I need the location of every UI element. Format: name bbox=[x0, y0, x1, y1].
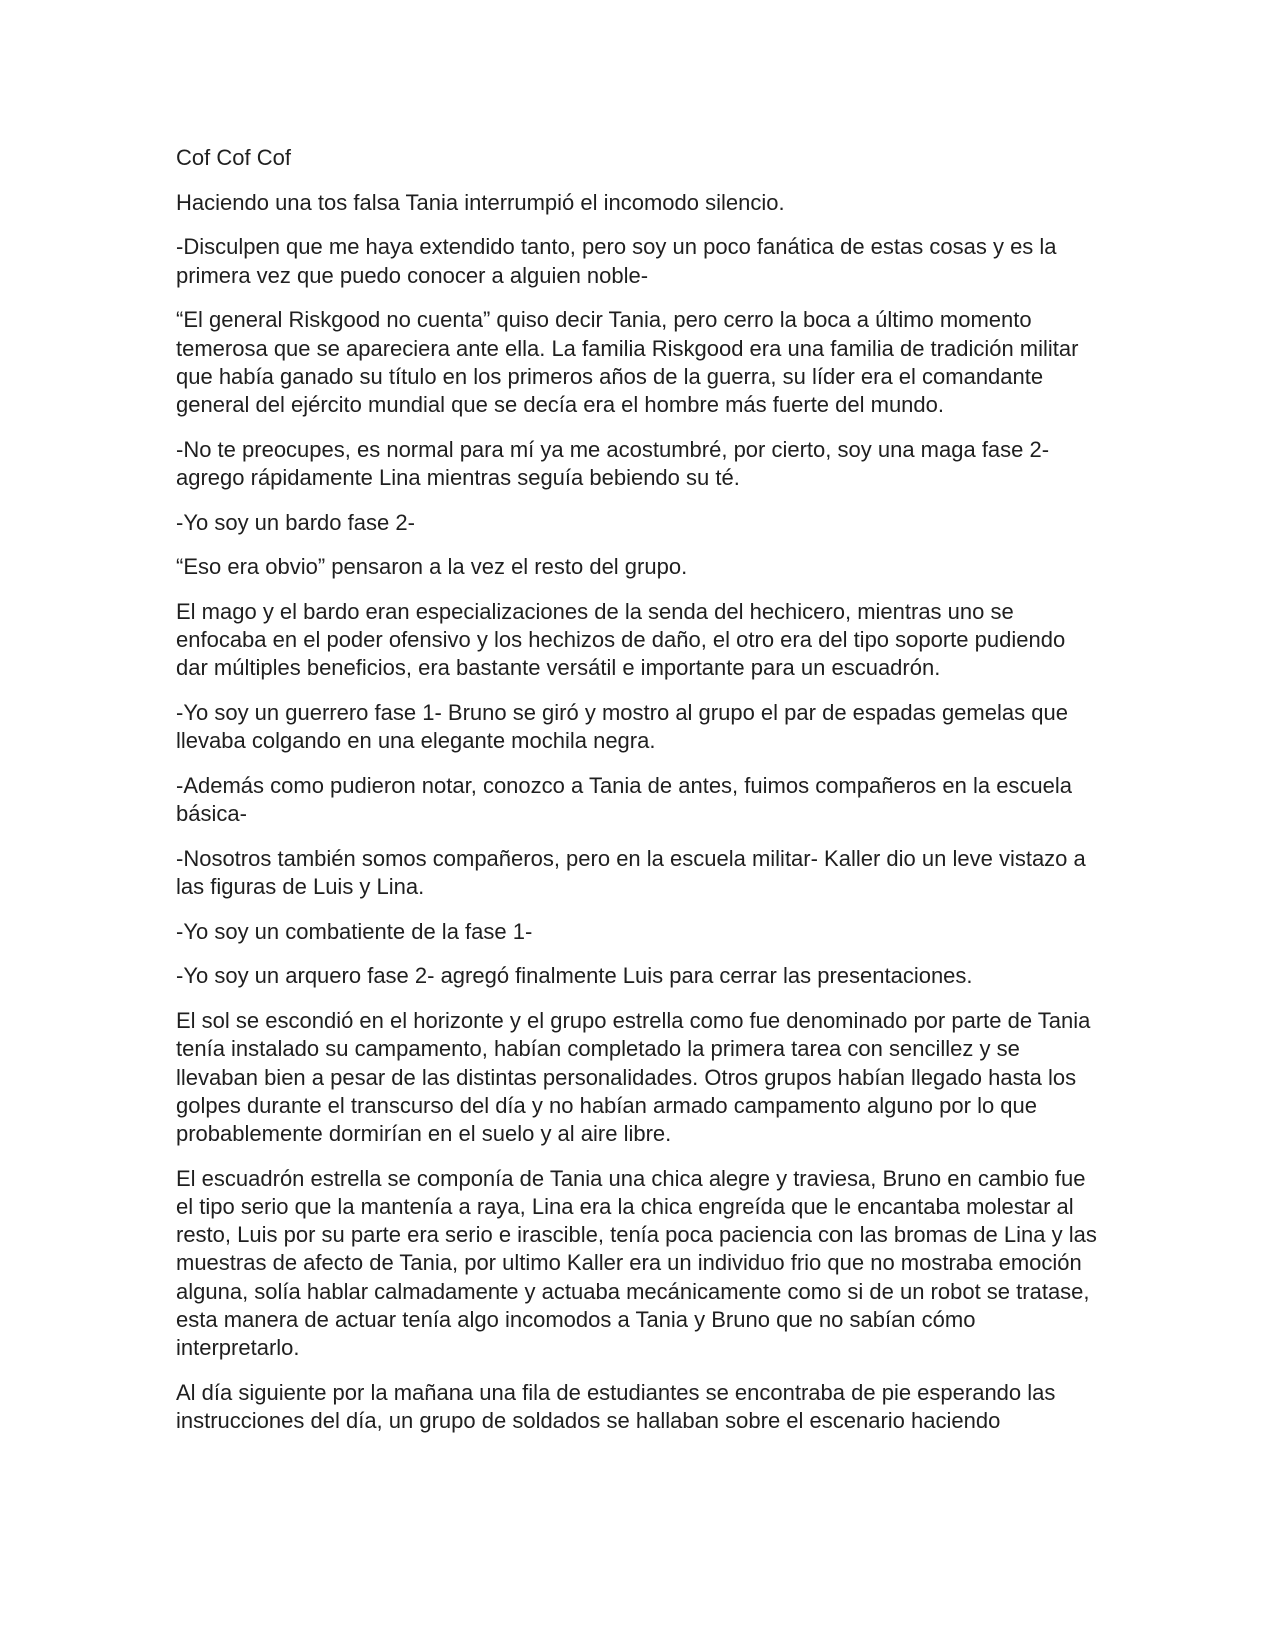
paragraph: -Yo soy un guerrero fase 1- Bruno se giró y mostro al grupo el par de espadas gemelas que llevaba colgando en una elegante mochila negra. bbox=[176, 700, 1068, 754]
paragraph: -No te preocupes, es normal para mí ya me acostumbré, por cierto, soy una maga fase 2- agrego rápidamente Lina mientras seguía bebiendo su té. bbox=[176, 436, 1050, 490]
paragraph: -Nosotros también somos compañeros, pero en la escuela militar- Kaller dio un leve vistazo a las figuras de Luis y Lina. bbox=[176, 845, 1086, 900]
paragraph: Haciendo una tos falsa Tania interrumpió el incomodo silencio. bbox=[176, 189, 785, 215]
document-body bbox=[176, 144, 1098, 1452]
paragraph: Cof Cof Cof bbox=[176, 145, 291, 170]
paragraph: “Eso era obvio” pensaron a la vez el resto del grupo. bbox=[176, 554, 688, 580]
paragraph: -Además como pudieron notar, conozco a Tania de antes, fuimos compañeros en la escuela básica- bbox=[176, 772, 1073, 827]
paragraph: Al día siguiente por la mañana una fila de estudiantes se encontraba de pie esperando las instrucciones del día, un grupo de soldados se hallaban sobre el escenario haciendo bbox=[176, 1379, 1056, 1433]
paragraph: -Yo soy un combatiente de la fase 1- bbox=[176, 918, 533, 944]
paragraph: “El general Riskgood no cuenta” quiso decir Tania, pero cerro la boca a último momento temerosa que se apareciera ante ella. La familia Riskgood era una familia de tradición militar que había ganado su título en los primeros años de la guerra, su líder era el comandante general del ejército mundial que se decía era el hombre más fuerte del mundo. bbox=[176, 307, 1079, 417]
paragraph: -Disculpen que me haya extendido tanto, pero soy un poco fanática de estas cosas y es la primera vez que puedo conocer a alguien noble- bbox=[176, 234, 1057, 288]
paragraph: El sol se escondió en el horizonte y el grupo estrella como fue denominado por parte de Tania tenía instalado su campamento, habían completado la primera tarea con sencillez y se llevaban bien a pesar de las distintas personalidades. Otros grupos habían llegado hasta los golpes durante el transcurso del día y no habían armado campamento alguno por lo que probablemente dormirían en el suelo y al aire libre. bbox=[176, 1008, 1091, 1146]
paragraph: El escuadrón estrella se componía de Tania una chica alegre y traviesa, Bruno en cambio fue el tipo serio que la mantenía a raya, Lina era la chica engreída que le encantaba molestar al resto, Luis por su parte era serio e irascible, tenía poca paciencia con las bromas de Lina y las muestras de afecto de Tania, por ultimo Kaller era un individuo frio que no mostraba emoción alguna, solía hablar calmadamente y actuaba mecánicamente como si de un robot se tratase, esta manera de actuar tenía algo incomodos a Tania y Bruno que no sabían cómo interpretarlo. bbox=[176, 1165, 1097, 1360]
paragraph: El mago y el bardo eran especializaciones de la senda del hechicero, mientras uno se enfocaba en el poder ofensivo y los hechizos de daño, el otro era del tipo soporte pudiendo dar múltiples beneficios, era bastante versátil e importante para un escuadrón. bbox=[176, 598, 1066, 681]
paragraph: -Yo soy un bardo fase 2- bbox=[176, 509, 415, 535]
paragraph: -Yo soy un arquero fase 2- agregó finalmente Luis para cerrar las presentaciones. bbox=[176, 963, 973, 989]
